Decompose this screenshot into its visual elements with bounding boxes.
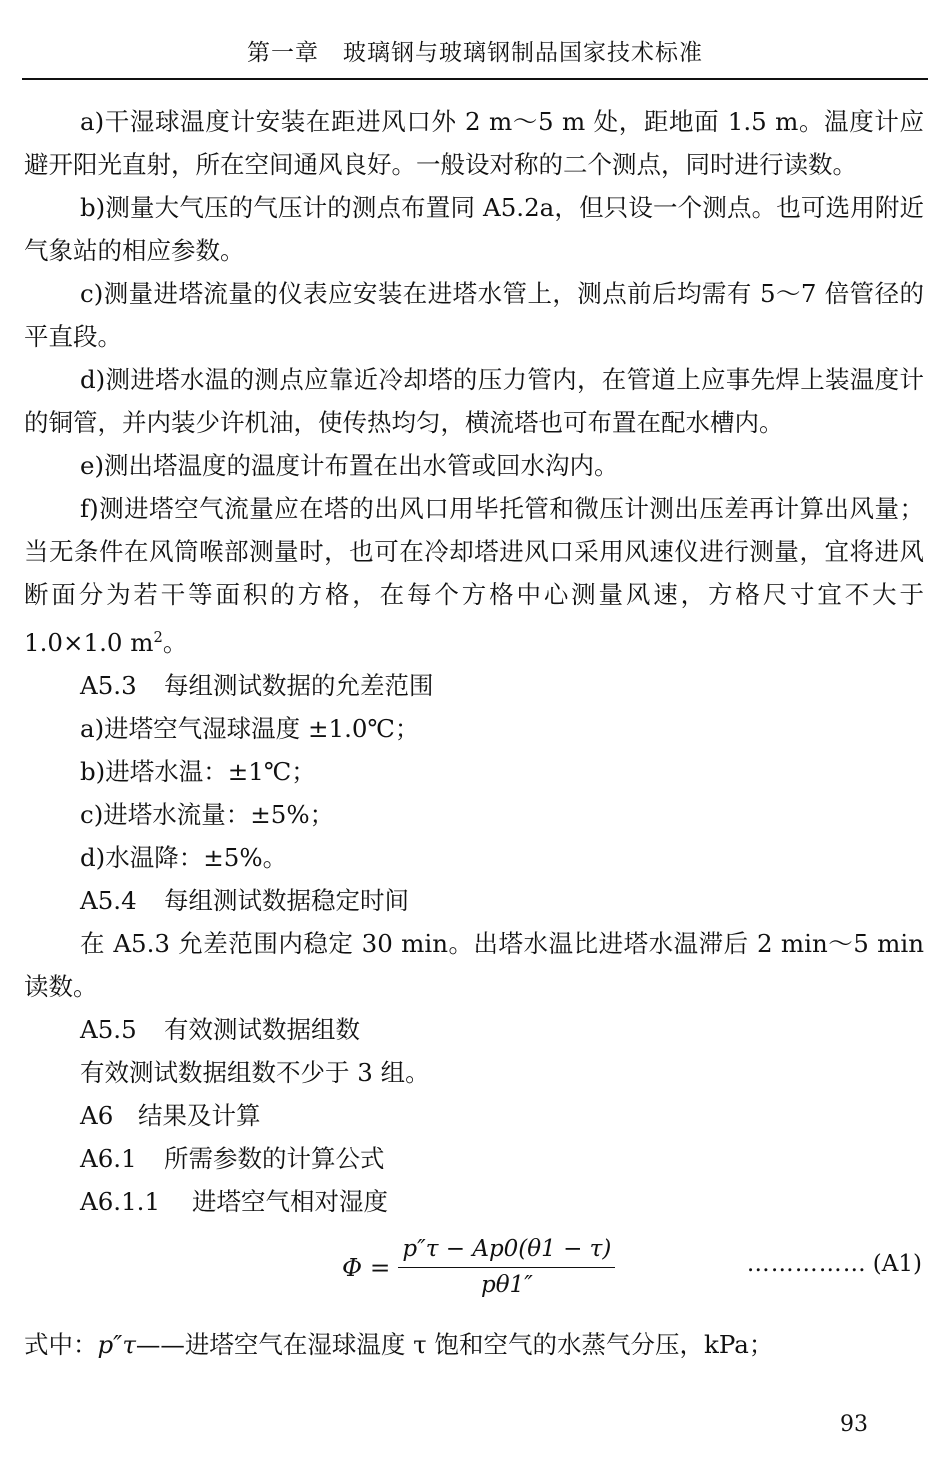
- section-number: A5.5: [80, 1015, 137, 1045]
- paragraph-c: c)测量进塔流量的仪表应安装在进塔水管上，测点前后均需有 5～7 倍管径的平直段。: [24, 279, 924, 351]
- page-body: [24, 100, 924, 1366]
- section-heading-a55: [24, 1008, 924, 1051]
- tolerance-item: b)进塔水温：±1℃；: [80, 757, 316, 787]
- paragraph-a55: 有效测试数据组数不少于 3 组。: [80, 1058, 430, 1088]
- section-heading-a611: [24, 1180, 924, 1223]
- section-title: 结果及计算: [138, 1101, 261, 1131]
- formula: [342, 1233, 615, 1302]
- equation-label: [747, 1243, 922, 1286]
- section-heading-a61: [24, 1137, 924, 1180]
- paragraph-f: [24, 487, 924, 664]
- definition-symbol: p″τ: [97, 1330, 136, 1360]
- paragraph-d: d)测进塔水温的测点应靠近冷却塔的压力管内，在管道上应事先焊上装温度计的铜管，并内装少许机油，使传热均匀，横流塔也可布置在配水槽内。: [24, 365, 924, 437]
- formula-lhs: Φ =: [342, 1253, 391, 1283]
- section-number: A5.3: [80, 671, 137, 701]
- tolerance-item: c)进塔水流量：±5%；: [80, 800, 335, 830]
- formula-fraction: [398, 1233, 615, 1302]
- squared-superscript: 2: [153, 629, 163, 646]
- section-heading-a53: [24, 664, 924, 707]
- section-title: 进塔空气相对湿度: [192, 1187, 388, 1217]
- section-title: 每组测试数据的允差范围: [164, 671, 434, 701]
- section-number: A6.1: [80, 1144, 137, 1174]
- section-title: 所需参数的计算公式: [164, 1144, 385, 1174]
- section-number: A6: [80, 1101, 114, 1131]
- equation-number: (A1): [872, 1251, 922, 1278]
- section-number: A6.1.1: [80, 1187, 161, 1217]
- paragraph-a54: 在 A5.3 允差范围内稳定 30 min。出塔水温比进塔水温滞后 2 min～5 min 读数。: [24, 929, 924, 1002]
- paragraph-f-end: 。: [162, 628, 188, 658]
- definition-text: ——进塔空气在湿球温度 τ 饱和空气的水蒸气分压，kPa；: [135, 1330, 774, 1360]
- running-header: 第一章 玻璃钢与玻璃钢制品国家技术标准: [247, 40, 703, 66]
- definition-prefix: 式中：: [24, 1330, 98, 1360]
- section-number: A5.4: [80, 886, 137, 916]
- paragraph-b: b)测量大气压的气压计的测点布置同 A5.2a，但只设一个测点。也可选用附近气象站的相应参数。: [24, 193, 924, 265]
- symbol-definition: [24, 1323, 924, 1366]
- tolerance-item: d)水温降：±5%。: [80, 843, 288, 873]
- header-divider: [22, 78, 928, 80]
- formula-denominator: pθ1″: [480, 1272, 533, 1299]
- paragraph-e: e)测出塔温度的温度计布置在出水管或回水沟内。: [80, 451, 619, 480]
- section-heading-a6: [24, 1094, 924, 1137]
- formula-numerator: p″τ − Ap0(θ1 − τ): [398, 1233, 615, 1268]
- paragraph-f-text: f)测进塔空气流量应在塔的出风口用毕托管和微压计测出压差再计算出风量；当无条件在风筒喉部测量时，也可在冷却塔进风口采用风速仪进行测量，宜将进风断面分为若干等面积的方格，在每个方格中心测量风速，方格尺寸宜不大于 1.0×1.0 m: [24, 494, 924, 658]
- equation-a1: [24, 1225, 924, 1323]
- page-number: 93: [840, 1412, 868, 1437]
- section-title: 每组测试数据稳定时间: [164, 886, 409, 916]
- paragraph-a: a)干湿球温度计安装在距进风口外 2 m～5 m 处，距地面 1.5 m。温度计应避开阳光直射，所在空间通风良好。一般设对称的二个测点，同时进行读数。: [24, 107, 924, 179]
- tolerance-item: a)进塔空气湿球温度 ±1.0℃；: [80, 714, 420, 744]
- section-title: 有效测试数据组数: [164, 1015, 360, 1045]
- dot-leader: ……………: [746, 1251, 867, 1278]
- section-heading-a54: [24, 879, 924, 922]
